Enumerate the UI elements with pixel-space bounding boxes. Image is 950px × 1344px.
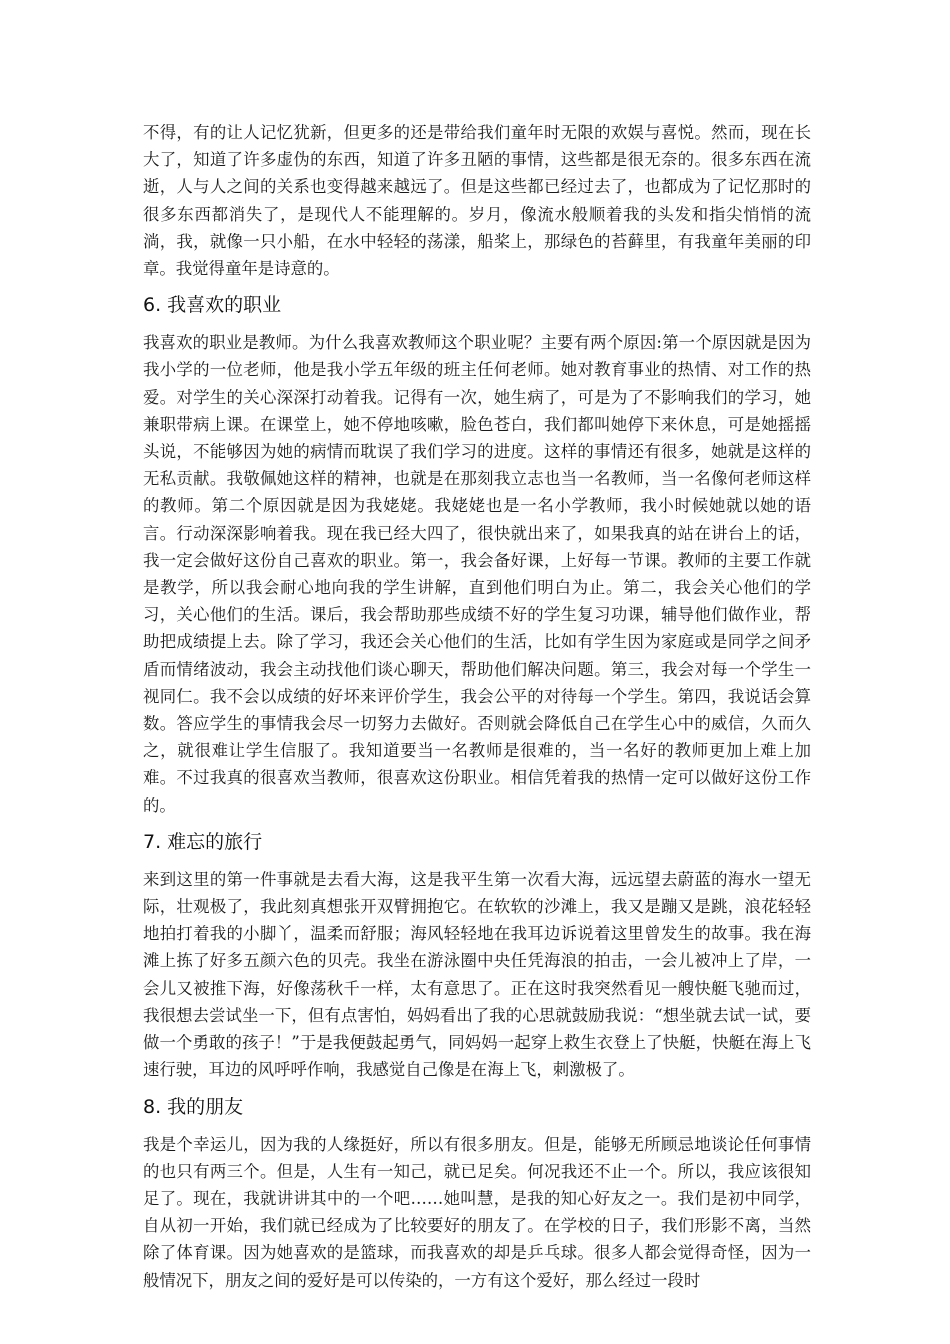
section-7-heading: 7. 难忘的旅行	[143, 830, 263, 853]
document-page	[143, 119, 811, 1294]
section-8-body: 我是个幸运儿，因为我的人缘挺好，所以有很多朋友。但是，能够无所顾忌地谈论任何事情的也只有两三个。但是，人生有一知己，就已足矣。何况我还不止一个。所以，我应该很知足了。现在，我就讲讲其中的一个吧……她叫慧，是我的知心好友之一。我们是初中同学，自从初一开始，我们就已经成为了比较要好的朋友了。在学校的日子，我们形影不离，当然除了体育课。因为她喜欢的是篮球，而我喜欢的却是乒乓球。很多人都会觉得奇怪，因为一般情况下，朋友之间的爱好是可以传染的，一方有这个爱好，那么经过一段时	[143, 1134, 811, 1290]
section-7-body: 来到这里的第一件事就是去看大海，这是我平生第一次看大海，远远望去蔚蓝的海水一望无际，壮观极了，我此刻真想张开双臂拥抱它。在软软的沙滩上，我又是蹦又是跳，浪花轻轻地拍打着我的小脚丫，温柔而舒服；海风轻轻地在我耳边诉说着这里曾发生的故事。我在海滩上拣了好多五颜六色的贝壳。我坐在游泳圈中央任凭海浪的拍击，一会儿被冲上了岸，一会儿又被推下海，好像荡秋千一样，太有意思了。正在这时我突然看见一艘快艇飞驰而过，我很想去尝试坐一下，但有点害怕，妈妈看出了我的心思就鼓励我说：“想坐就去试一试，要做一个勇敢的孩子！”于是我便鼓起勇气，同妈妈一起穿上救生衣登上了快艇，快艇在海上飞速行驶，耳边的风呼呼作响，我感觉自己像是在海上飞，刺激极了。	[143, 869, 811, 1080]
section-8-heading: 8. 我的朋友	[143, 1095, 244, 1118]
section-6-body: 我喜欢的职业是教师。为什么我喜欢教师这个职业呢？主要有两个原因:第一个原因就是因为我小学的一位老师，他是我小学五年级的班主任何老师。她对教育事业的热情、对工作的热爱。对学生的关心深深打动着我。记得有一次，她生病了，可是为了不影响我们的学习，她兼职带病上课。在课堂上，她不停地咳嗽，脸色苍白，我们都叫她停下来休息，可是她摇摇头说，不能够因为她的病情而耽误了我们学习的进度。这样的事情还有很多，她就是这样的无私贡献。我敬佩她这样的精神，也就是在那刻我立志也当一名教师，当一名像何老师这样的教师。第二个原因就是因为我姥姥。我姥姥也是一名小学教师，我小时候她就以她的语言。行动深深影响着我。现在我已经大四了，很快就出来了，如果我真的站在讲台上的话，我一定会做好这份自己喜欢的职业。第一，我会备好课，上好每一节课。教师的主要工作就是教学，所以我会耐心地向我的学生讲解，直到他们明白为止。第二，我会关心他们的学习，关心他们的生活。课后，我会帮助那些成绩不好的学生复习功课，辅导他们做作业，帮助把成绩提上去。除了学习，我还会关心他们的生活，比如有学生因为家庭或是同学之间矛盾而情绪波动，我会主动找他们谈心聊天，帮助他们解决问题。第三，我会对每一个学生一视同仁。我不会以成绩的好坏来评价学生，我会公平的对待每一个学生。第四，我说话会算数。答应学生的事情我会尽一切努力去做好。否则就会降低自己在学生心中的威信，久而久之，就很难让学生信服了。我知道要当一名教师是很难的，当一名好的教师更加上难上加难。不过我真的很喜欢当教师，很喜欢这份职业。相信凭着我的热情一定可以做好这份工作的。	[143, 333, 811, 815]
intro-paragraph: 不得，有的让人记忆犹新，但更多的还是带给我们童年时无限的欢娱与喜悦。然而，现在长大了，知道了许多虚伪的东西，知道了许多丑陋的事情，这些都是很无奈的。很多东西在流逝，人与人之间的关系也变得越来越远了。但是这些都已经过去了，也都成为了记忆那时的很多东西都消失了，是现代人不能理解的。岁月，像流水般顺着我的头发和指尖悄悄的流淌，我，就像一只小船，在水中轻轻的荡漾，船桨上，那绿色的苔藓里，有我童年美丽的印章。我觉得童年是诗意的。	[143, 123, 811, 279]
section-6-heading: 6. 我喜欢的职业	[143, 294, 282, 317]
